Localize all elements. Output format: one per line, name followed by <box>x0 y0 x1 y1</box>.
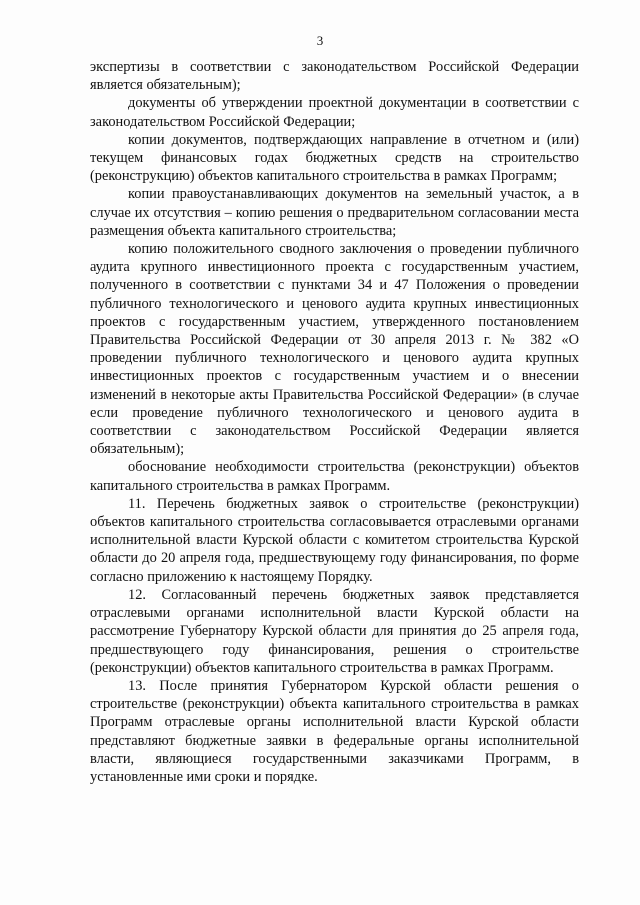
paragraph-expertise-continuation: экспертизы в соответствии с законодательством Российской Федерации является обязательным); <box>90 59 579 94</box>
document-body <box>90 58 579 786</box>
paragraph-item-12: 12. Согласованный перечень бюджетных заявок представляется отраслевыми органами исполнительной власти Курской области на рассмотрение Губернатору Курской области для принятия до 25 апреля года, предшествующего году финансирования, решения о строительстве (реконструкции) объектов капитального строительства в рамках Программ. <box>90 586 579 676</box>
paragraph-funding-documents: копии документов, подтверждающих направление в отчетном и (или) текущем финансовых годах бюджетных средств на строительство (реконструкцию) объектов капитального строительства в рамках Программ; <box>90 131 579 185</box>
paragraph-item-11: 11. Перечень бюджетных заявок о строительстве (реконструкции) объектов капитального строительства согласовывается отраслевыми органами исполнительной власти Курской области с комитетом строительства Курской области до 20 апреля года, предшествующему году финансирования, по форме согласно приложению к настоящему Порядку. <box>90 495 579 585</box>
page-number: 3 <box>316 33 324 48</box>
paragraph-item-13: 13. После принятия Губернатором Курской области решения о строительстве (реконструкции) объекта капитального строительства в рамках Программ отраслевые органы исполнительной власти Курской области представляют бюджетные заявки в федеральные органы исполнительной власти, являющиеся государственными заказчиками Программ, в установленные ими сроки и порядке. <box>90 677 579 785</box>
paragraph-justification: обоснование необходимости строительства (реконструкции) объектов капитального строительства в рамках Программ. <box>90 459 579 494</box>
paragraph-land-rights: копии правоустанавливающих документов на земельный участок, а в случае их отсутствия – копию решения о предварительном согласовании места размещения объекта капитального строительства; <box>90 186 579 239</box>
paragraph-project-documentation: документы об утверждении проектной документации в соответствии с законодательством Российской Федерации; <box>90 95 579 130</box>
paragraph-public-audit: копию положительного сводного заключения о проведении публичного аудита крупного инвестиционного проекта с государственным участием, полученного в соответствии с пунктами 34 и 47 Положения о проведении публичного технологического и ценового аудита крупных инвестиционных проектов с государственным участием, утвержденного постановлением Правительства Российской Федерации от 30 апреля 2013 г. № 382 «О проведении публичного технологического и ценового аудита крупных инвестиционных проектов с государственным участием и о внесении изменений в некоторые акты Правительства Российской Федерации» (в случае если проведение публичного технологического и ценового аудита в соответствии с законодательством Российской Федерации является обязательным); <box>90 241 579 458</box>
